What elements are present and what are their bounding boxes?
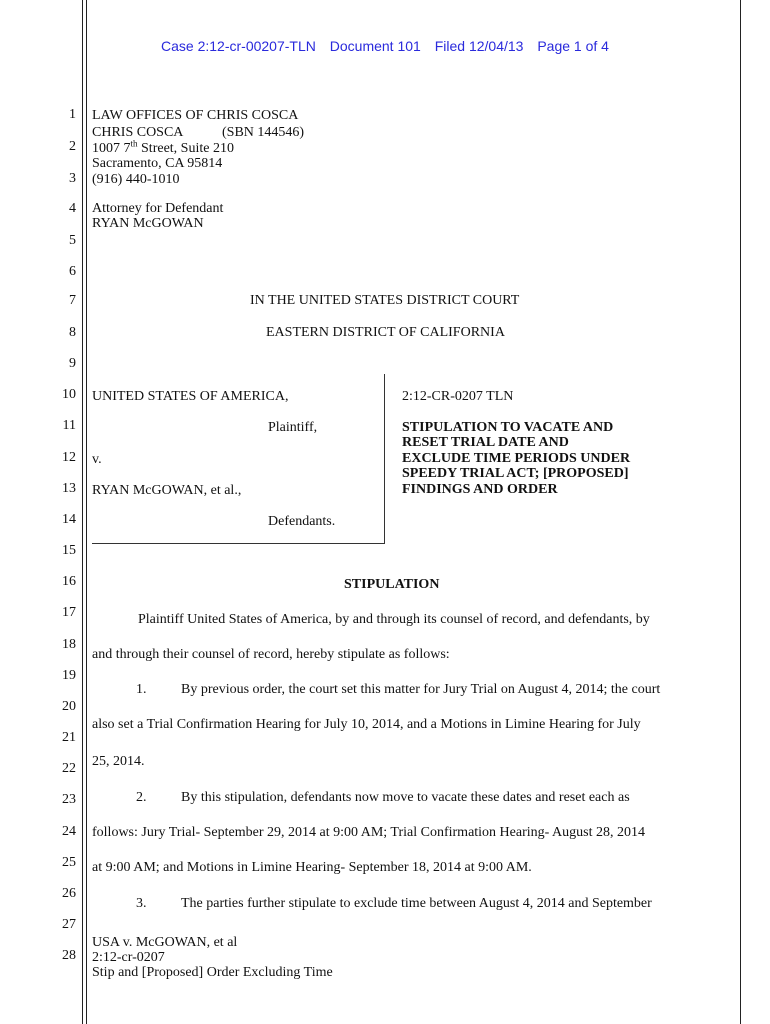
footer-document-title: Stip and [Proposed] Order Excluding Time <box>92 965 333 980</box>
case-caption-number: 2:12-CR-0207 TLN <box>402 389 514 404</box>
body-line: The parties further stipulate to exclude time between August 4, 2014 and September <box>181 896 652 911</box>
line-number: 25 <box>62 855 76 870</box>
defendant-name: RYAN McGOWAN, et al., <box>92 483 242 498</box>
line-number: 17 <box>62 605 76 620</box>
line-number: 9 <box>69 356 76 371</box>
case-number: Case 2:12-cr-00207-TLN <box>161 38 316 54</box>
line-number: 22 <box>62 761 76 776</box>
line-number: 14 <box>62 512 76 527</box>
line-number: 13 <box>62 481 76 496</box>
attorney-sbn: (SBN 144546) <box>222 125 305 140</box>
body-line: Plaintiff United States of America, by and through its counsel of record, and defendants, by <box>138 612 650 627</box>
stipulation-heading: STIPULATION <box>344 577 440 592</box>
body-line: 25, 2014. <box>92 754 145 769</box>
line-number: 3 <box>69 171 76 186</box>
line-number: 18 <box>62 637 76 652</box>
line-number: 15 <box>62 543 76 558</box>
body-line: By this stipulation, defendants now move to vacate these dates and reset each as <box>181 790 630 805</box>
left-margin-rule <box>82 0 83 1024</box>
court-name: IN THE UNITED STATES DISTRICT COURT <box>250 293 520 308</box>
caption-divider <box>384 374 385 544</box>
attorney-role: Attorney for Defendant <box>92 201 224 216</box>
firm-name: LAW OFFICES OF CHRIS COSCA <box>92 108 299 123</box>
paragraph-number: 1. <box>136 682 147 697</box>
versus: v. <box>92 452 102 467</box>
filing-header <box>0 38 770 54</box>
line-number: 8 <box>69 325 76 340</box>
line-number: 12 <box>62 450 76 465</box>
attorney-name: CHRIS COSCA <box>92 125 184 140</box>
line-number: 19 <box>62 668 76 683</box>
body-line: also set a Trial Confirmation Hearing for July 10, 2014, and a Motions in Limine Hearing for July <box>92 717 641 732</box>
line-number: 16 <box>62 574 76 589</box>
body-line: at 9:00 AM; and Motions in Limine Hearing- September 18, 2014 at 9:00 AM. <box>92 860 532 875</box>
client-name: RYAN McGOWAN <box>92 216 204 231</box>
caption-underline <box>92 543 385 544</box>
plaintiff-name: UNITED STATES OF AMERICA, <box>92 389 289 404</box>
line-number: 27 <box>62 917 76 932</box>
plaintiff-label: Plaintiff, <box>268 420 318 435</box>
defendant-label: Defendants. <box>268 514 336 529</box>
line-number: 5 <box>69 233 76 248</box>
line-number: 20 <box>62 699 76 714</box>
line-number: 1 <box>69 107 76 122</box>
paragraph-number: 3. <box>136 896 147 911</box>
footer-case-short: USA v. McGOWAN, et al <box>92 935 238 950</box>
attorney-address: 1007 7th Street, Suite 210 <box>92 138 234 156</box>
line-number: 24 <box>62 824 76 839</box>
filed-date: Filed 12/04/13 <box>434 38 524 54</box>
court-district: EASTERN DISTRICT OF CALIFORNIA <box>266 325 505 340</box>
body-line: By previous order, the court set this matter for Jury Trial on August 4, 2014; the court <box>181 682 661 697</box>
line-number: 7 <box>69 293 76 308</box>
line-number: 4 <box>69 201 76 216</box>
body-line: and through their counsel of record, hereby stipulate as follows: <box>92 647 450 662</box>
paragraph-number: 2. <box>136 790 147 805</box>
line-number: 21 <box>62 730 76 745</box>
footer-case-number: 2:12-cr-0207 <box>92 950 165 965</box>
left-margin-rule-inner <box>86 0 87 1024</box>
right-margin-rule <box>740 0 741 1024</box>
line-number: 6 <box>69 264 76 279</box>
page-indicator: Page 1 of 4 <box>537 38 609 54</box>
document-number: Document 101 <box>329 38 421 54</box>
line-number: 10 <box>62 387 76 402</box>
line-number: 23 <box>62 792 76 807</box>
line-number: 26 <box>62 886 76 901</box>
line-number: 11 <box>62 418 76 433</box>
line-number: 28 <box>62 948 76 963</box>
attorney-city: Sacramento, CA 95814 <box>92 156 223 171</box>
body-line: follows: Jury Trial- September 29, 2014 at 9:00 AM; Trial Confirmation Hearing- August 28, 2014 <box>92 825 645 840</box>
attorney-phone: (916) 440-1010 <box>92 172 180 187</box>
line-number: 2 <box>69 139 76 154</box>
